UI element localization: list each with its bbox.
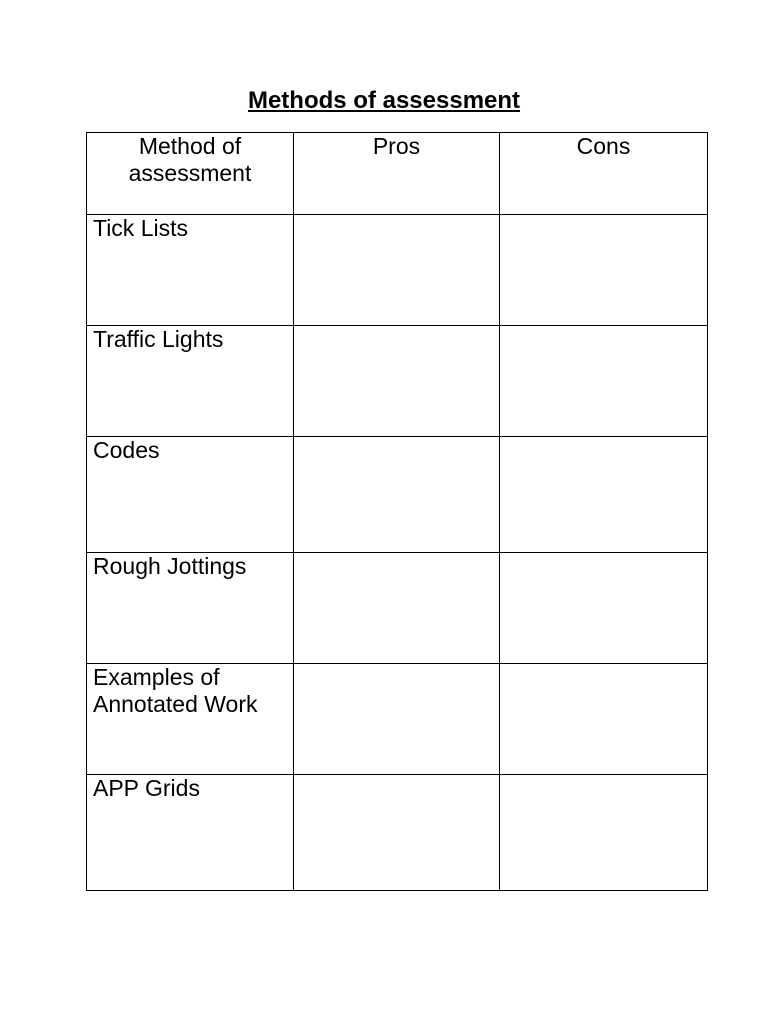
table-row [87,215,708,326]
pros-cell[interactable] [294,215,500,326]
header-cons: Cons [500,133,708,215]
method-cell: Tick Lists [87,215,294,326]
table-header-row [87,133,708,215]
table-row [87,775,708,891]
method-cell: APP Grids [87,775,294,891]
pros-cell[interactable] [294,326,500,437]
pros-cell[interactable] [294,775,500,891]
cons-cell[interactable] [500,437,708,553]
table-row [87,437,708,553]
pros-cell[interactable] [294,664,500,775]
method-cell: Codes [87,437,294,553]
header-pros: Pros [294,133,500,215]
method-cell: Rough Jottings [87,553,294,664]
header-method: Method of assessment [87,133,294,215]
cons-cell[interactable] [500,215,708,326]
pros-cell[interactable] [294,437,500,553]
table-row [87,664,708,775]
cons-cell[interactable] [500,553,708,664]
cons-cell[interactable] [500,664,708,775]
table-row [87,326,708,437]
page-title: Methods of assessment [247,87,521,114]
method-cell: Examples of Annotated Work [87,664,294,775]
assessment-table [86,132,708,891]
table-row [87,553,708,664]
pros-cell[interactable] [294,553,500,664]
cons-cell[interactable] [500,326,708,437]
cons-cell[interactable] [500,775,708,891]
method-cell: Traffic Lights [87,326,294,437]
